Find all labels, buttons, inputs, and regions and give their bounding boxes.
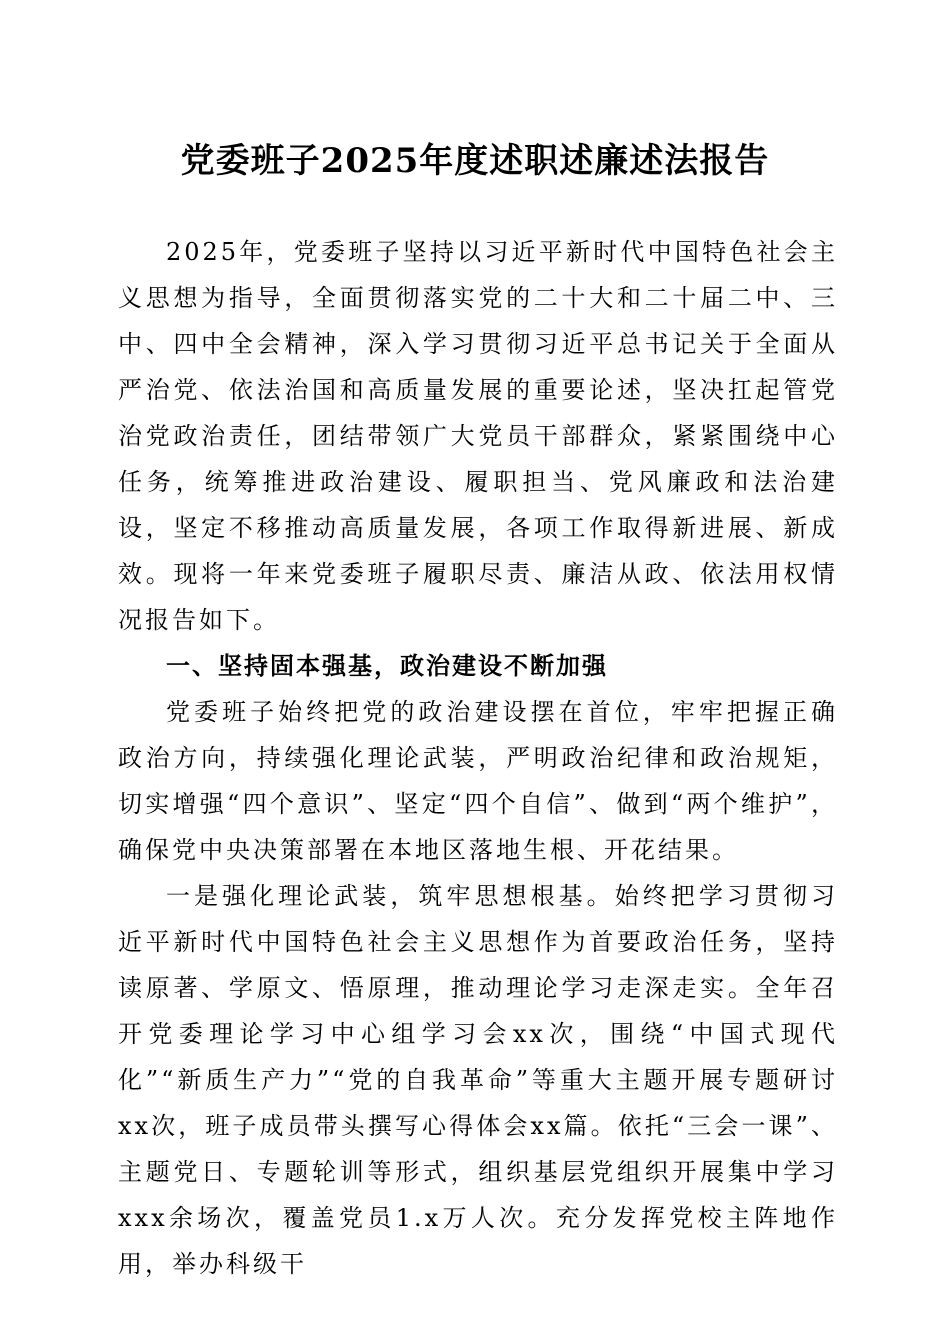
section-heading: 一、坚持固本强基，政治建设不断加强	[166, 652, 608, 680]
paragraph-lead: 一是强化理论武装，筑牢思想根基。	[166, 882, 615, 910]
paragraph-text: 始终把学习贯彻习近平新时代中国特色社会主义思想作为首要政治任务，坚持读原著、学原文、悟原理，推动理论学习走深走实。全年召开党委理论学习中心组学习会xx次，围绕“中国式现代化”“新质生产力”“党的自我革命”等重大主题开展专题研讨xx次，班子成员带头撰写心得体会xx篇。依托“三会一课”、主题党日、专题轮训等形式，组织基层党组织开展集中学习xxx余场次，覆盖党员1.x万人次。充分发挥党校主阵地作用，举办科级干	[118, 882, 839, 1278]
section-paragraph: 党委班子始终把党的政治建设摆在首位，牢牢把握正确政治方向，持续强化理论武装，严明政治纪律和政治规矩，切实增强“四个意识”、坚定“四个自信”、做到“两个维护”，确保党中央决策部署在本地区落地生根、开花结果。	[118, 698, 838, 864]
intro-paragraph: 2025年，党委班子坚持以习近平新时代中国特色社会主义思想为指导，全面贯彻落实党的二十大和二十届二中、三中、四中全会精神，深入学习贯彻习近平总书记关于全面从严治党、依法治国和高质量发展的重要论述，坚决扛起管党治党政治责任，团结带领广大党员干部群众，紧紧围绕中心任务，统筹推进政治建设、履职担当、党风廉政和法治建设，坚定不移推动高质量发展，各项工作取得新进展、新成效。现将一年来党委班子履职尽责、廉洁从政、依法用权情况报告如下。	[118, 238, 838, 634]
document-title: 党委班子2025年度述职述廉述法报告	[180, 141, 770, 181]
section-paragraph	[118, 873, 838, 1287]
document-body	[118, 229, 838, 1287]
